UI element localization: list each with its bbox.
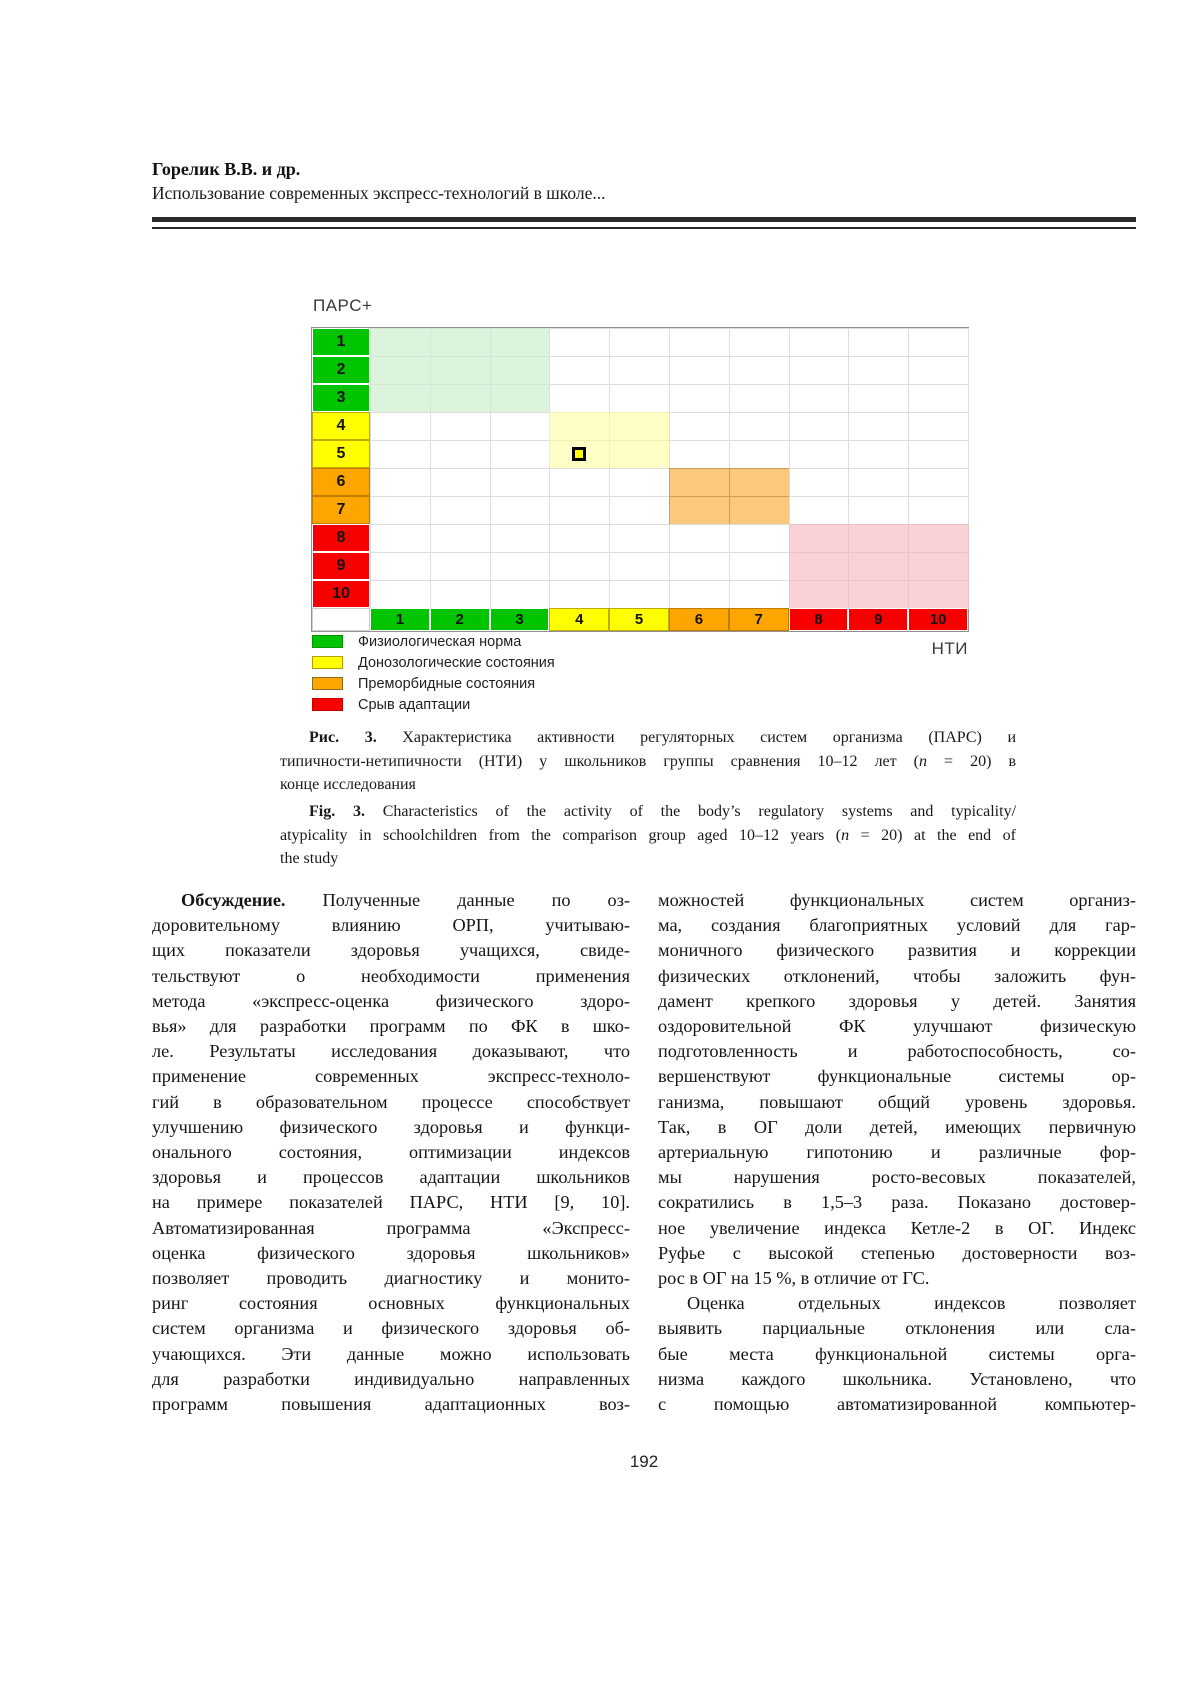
grid-cell [549, 524, 610, 553]
body-line [658, 1316, 1136, 1341]
grid-cell [609, 356, 670, 385]
body-line [658, 1291, 1136, 1316]
grid-cell [430, 328, 491, 357]
body-line [152, 938, 630, 963]
text-run: ное увеличение индекса Кетле-2 в ОГ. Индекс [658, 1217, 1136, 1238]
body-line [658, 1342, 1136, 1367]
text-run: = 20) в [927, 752, 1016, 770]
legend-swatch [312, 677, 343, 690]
axis-tick-cell: 8 [789, 608, 849, 631]
grid-cell [848, 580, 909, 609]
legend-swatch [312, 635, 343, 648]
text-run: артериальную гипотонию и различные фор- [658, 1142, 1136, 1163]
bold-run: Fig. 3. [309, 803, 365, 820]
grid-cell [789, 580, 850, 609]
text-run: здоровья и процессов адаптации школьников [152, 1167, 630, 1188]
y-axis-label: ПАРС+ [313, 296, 373, 315]
text-run: оздоровительной ФК улучшают физическую [658, 1016, 1136, 1037]
grid-cell [848, 440, 909, 469]
grid-cell [789, 524, 850, 553]
axis-tick-cell: 10 [908, 608, 968, 631]
body-line [152, 1165, 630, 1190]
grid-cell [789, 468, 850, 497]
text-run: ма, создания благоприятных условий для гар- [658, 915, 1136, 936]
row-header-cell: 4 [312, 412, 370, 440]
caption-line-ru [280, 773, 1016, 797]
text-run: позволяет проводить диагностику и монито- [152, 1268, 630, 1289]
text-run: дамент крепкого здоровья у детей. Занятия [658, 990, 1136, 1011]
grid-cell [729, 412, 790, 441]
body-line [152, 1291, 630, 1316]
grid-cell [430, 496, 491, 525]
text-run: рос в ОГ на 15 %, в отличие от ГС. [658, 1268, 930, 1289]
axis-tick-cell: 5 [609, 608, 669, 631]
grid-cell [848, 356, 909, 385]
text-run: на примере показателей ПАРС, НТИ [9, 10]. [152, 1192, 630, 1213]
text-run: можностей функциональных систем организ- [658, 890, 1136, 910]
grid-cell [729, 580, 790, 609]
grid-cell [430, 580, 491, 609]
grid-cell [729, 328, 790, 357]
body-line [658, 938, 1136, 963]
grid-cell [609, 552, 670, 581]
text-run: бые места функциональной системы орга- [658, 1343, 1136, 1364]
figure-legend [312, 635, 555, 719]
running-header-authors: Горелик В.В. и др. [152, 159, 301, 179]
text-run: учающихся. Эти данные можно использовать [152, 1343, 630, 1364]
body-line [658, 1392, 1136, 1417]
grid-cell [729, 524, 790, 553]
text-run: с помощью автоматизированной компьютер- [658, 1394, 1136, 1415]
text-run: Оценка отдельных индексов позволяет [687, 1293, 1136, 1314]
text-run: Автоматизированная программа «Экспресс- [152, 1217, 630, 1238]
legend-item [312, 677, 555, 690]
body-line [152, 1216, 630, 1241]
text-run: применение современных экспресс-техноло- [152, 1066, 630, 1087]
grid-cell [729, 440, 790, 469]
body-line [152, 1140, 630, 1165]
grid-cell [908, 524, 969, 553]
grid-cell [370, 328, 431, 357]
text-run: ганизма, повышают общий уровень здоровья. [658, 1091, 1136, 1112]
text-run: типичности-нетипичности (НТИ) у школьников группы сравнения 10–12 лет ( [280, 752, 919, 770]
body-line [152, 1190, 630, 1215]
grid-cell [789, 328, 850, 357]
grid-cell [430, 552, 491, 581]
grid-cell [669, 496, 730, 525]
body-line [152, 888, 630, 913]
grid-cell [669, 580, 730, 609]
grid-cell [669, 412, 730, 441]
data-point-marker [572, 447, 586, 461]
text-run: atypicality in schoolchildren from the comparison group aged 10–12 years ( [280, 826, 842, 844]
grid-cell [908, 384, 969, 413]
grid-cell [848, 412, 909, 441]
text-run: Characteristics of the activity of the body’s regulatory systems and typicality/ [364, 803, 1017, 820]
body-line [658, 1241, 1136, 1266]
text-run: the study [280, 850, 339, 867]
body-line [658, 1090, 1136, 1115]
caption-line-en [280, 800, 1016, 824]
axis-tick-cell: 6 [669, 608, 729, 631]
grid-cell [729, 356, 790, 385]
legend-label: Физиологическая норма [358, 633, 522, 650]
legend-item [312, 656, 555, 669]
body-line [152, 1392, 630, 1417]
grid-cell [848, 468, 909, 497]
row-header-cell: 3 [312, 384, 370, 412]
text-run: онального состояния, оптимизации индексов [152, 1142, 630, 1163]
text-run: ринг состояния основных функциональных [152, 1293, 630, 1314]
x-axis-label: НТИ [931, 639, 968, 658]
axis-tick-cell: 2 [430, 608, 490, 631]
caption-english [280, 800, 1016, 871]
legend-item [312, 698, 555, 711]
text-run: доровительному влиянию ОРП, учитываю- [152, 915, 630, 936]
grid-cell [908, 328, 969, 357]
grid-cell [370, 524, 431, 553]
grid-cell [669, 356, 730, 385]
grid-cell [430, 384, 491, 413]
grid-cell [669, 524, 730, 553]
grid-cell [908, 496, 969, 525]
caption-russian [280, 726, 1016, 797]
text-run: выявить парциальные отклонения или сла- [658, 1318, 1136, 1339]
text-run: Характеристика активности регуляторных систем организма (ПАРС) и [376, 729, 1017, 746]
body-line [658, 1266, 1136, 1291]
body-line [152, 1241, 630, 1266]
grid-cell [848, 384, 909, 413]
grid-cell [669, 440, 730, 469]
grid-cell [549, 328, 610, 357]
grid-cell [609, 496, 670, 525]
grid-cell [549, 468, 610, 497]
grid-cell [490, 552, 551, 581]
text-run: моничного физического развития и коррекции [658, 940, 1136, 961]
axis-tick-cell: 9 [848, 608, 908, 631]
row-header-cell: 1 [312, 328, 370, 356]
body-line [152, 964, 630, 989]
grid-cell [370, 356, 431, 385]
row-header-cell: 6 [312, 468, 370, 496]
row-header-cell: 7 [312, 496, 370, 524]
grid-cell [490, 580, 551, 609]
heatmap-grid [312, 328, 968, 631]
grid-cell [669, 552, 730, 581]
row-header-cell: 5 [312, 440, 370, 468]
grid-cell [370, 440, 431, 469]
grid-cell [848, 328, 909, 357]
grid-cell [549, 496, 610, 525]
grid-cell [549, 580, 610, 609]
grid-cell [789, 412, 850, 441]
grid-cell [789, 496, 850, 525]
grid-cell [729, 384, 790, 413]
grid-cell [789, 384, 850, 413]
text-run: ле. Результаты исследования доказывают, что [152, 1041, 630, 1062]
body-line [152, 1342, 630, 1367]
grid-cell [609, 328, 670, 357]
grid-cell [609, 524, 670, 553]
grid-cell [609, 468, 670, 497]
bold-run: Обсуждение. [181, 890, 286, 910]
grid-cell [669, 328, 730, 357]
text-run: низма каждого школьника. Установлено, что [658, 1368, 1136, 1389]
grid-cell [908, 356, 969, 385]
body-line [152, 1039, 630, 1064]
row-header-cell: 8 [312, 524, 370, 552]
italic-run: n [841, 826, 850, 844]
grid-cell [490, 384, 551, 413]
grid-cell [549, 412, 610, 441]
grid-cell [430, 468, 491, 497]
grid-cell [729, 552, 790, 581]
axis-corner-cell [312, 608, 370, 631]
grid-cell [609, 412, 670, 441]
grid-cell [490, 468, 551, 497]
row-header-cell: 10 [312, 580, 370, 608]
body-line [152, 1266, 630, 1291]
legend-label: Преморбидные состояния [358, 675, 536, 692]
text-run: конце исследования [280, 776, 416, 793]
grid-cell [848, 496, 909, 525]
legend-swatch [312, 698, 343, 711]
text-run: тельствуют о необходимости применения [152, 965, 630, 986]
caption-line-ru [280, 750, 1016, 774]
grid-cell [549, 356, 610, 385]
grid-cell [729, 468, 790, 497]
text-run: улучшению физического здоровья и функци- [152, 1116, 630, 1137]
grid-cell [370, 580, 431, 609]
text-run: вершенствуют функциональные системы ор- [658, 1066, 1136, 1087]
grid-cell [490, 356, 551, 385]
grid-cell [609, 440, 670, 469]
grid-cell [609, 384, 670, 413]
bold-run: Рис. 3. [309, 729, 377, 746]
body-column-right [658, 888, 1136, 1417]
grid-cell [908, 412, 969, 441]
grid-cell [370, 496, 431, 525]
text-run: Руфье с высокой степенью достоверности воз- [658, 1242, 1136, 1263]
grid-cell [669, 384, 730, 413]
grid-cell [370, 468, 431, 497]
caption-line-en [280, 847, 1016, 871]
grid-cell [908, 552, 969, 581]
body-column-left [152, 888, 630, 1417]
body-line [658, 913, 1136, 938]
caption-line-en [280, 824, 1016, 848]
grid-cell [430, 524, 491, 553]
body-line [658, 964, 1136, 989]
text-run: мы нарушения росто-весовых показателей, [658, 1167, 1136, 1188]
grid-cell [370, 384, 431, 413]
body-line [658, 1216, 1136, 1241]
axis-tick-cell: 4 [549, 608, 609, 631]
row-header-cell: 9 [312, 552, 370, 580]
text-run: Полученные данные по оз- [285, 890, 630, 910]
body-line [152, 1115, 630, 1140]
body-line [658, 1165, 1136, 1190]
axis-tick-cell: 1 [370, 608, 430, 631]
body-line [152, 1090, 630, 1115]
body-line [152, 1014, 630, 1039]
body-line [152, 1064, 630, 1089]
caption-line-ru [280, 726, 1016, 750]
grid-cell [729, 496, 790, 525]
grid-cell [908, 440, 969, 469]
text-run: для разработки индивидуально направленных [152, 1368, 630, 1389]
text-run: метода «экспресс-оценка физического здоро- [152, 990, 630, 1011]
text-run: оценка физического здоровья школьников» [152, 1242, 630, 1263]
axis-tick-cell: 7 [729, 608, 789, 631]
running-header-title: Использование современных экспресс-технологий в школе... [152, 183, 606, 203]
text-run: вья» для разработки программ по ФК в шко- [152, 1016, 630, 1037]
text-run: систем организма и физического здоровья об- [152, 1318, 630, 1339]
body-line [658, 888, 1136, 913]
grid-cell [789, 356, 850, 385]
italic-run: n [919, 752, 927, 770]
body-line [658, 1115, 1136, 1140]
grid-cell [370, 552, 431, 581]
grid-cell [789, 552, 850, 581]
grid-cell [490, 524, 551, 553]
body-line [152, 913, 630, 938]
text-run: сократились в 1,5–3 раза. Показано достовер- [658, 1192, 1136, 1213]
text-run: подготовленность и работоспособность, со- [658, 1041, 1136, 1062]
grid-cell [430, 356, 491, 385]
text-run: щих показатели здоровья учащихся, свиде- [152, 940, 630, 961]
grid-cell [609, 580, 670, 609]
grid-cell [549, 552, 610, 581]
legend-item [312, 635, 555, 648]
grid-cell [430, 412, 491, 441]
legend-label: Срыв адаптации [358, 696, 471, 713]
page-number: 192 [629, 1452, 659, 1471]
body-line [658, 989, 1136, 1014]
grid-cell [848, 552, 909, 581]
body-line [152, 989, 630, 1014]
axis-tick-cell: 3 [490, 608, 550, 631]
grid-cell [490, 440, 551, 469]
text-run: физических отклонений, чтобы заложить фун- [658, 965, 1136, 986]
grid-cell [908, 468, 969, 497]
grid-cell [370, 412, 431, 441]
text-run: = 20) at the end of [849, 826, 1016, 844]
grid-cell [669, 468, 730, 497]
grid-cell [789, 440, 850, 469]
legend-swatch [312, 656, 343, 669]
grid-cell [549, 384, 610, 413]
legend-label: Донозологические состояния [358, 654, 555, 671]
body-line [658, 1064, 1136, 1089]
body-line [658, 1140, 1136, 1165]
body-line [658, 1039, 1136, 1064]
body-line [658, 1014, 1136, 1039]
body-line [658, 1190, 1136, 1215]
grid-cell [848, 524, 909, 553]
text-run: программ повышения адаптационных воз- [152, 1394, 630, 1415]
text-run: гий в образовательном процессе способствует [152, 1091, 630, 1112]
grid-cell [490, 496, 551, 525]
grid-cell [430, 440, 491, 469]
body-line [152, 1316, 630, 1341]
row-header-cell: 2 [312, 356, 370, 384]
body-line [658, 1367, 1136, 1392]
body-line [152, 1367, 630, 1392]
grid-cell [908, 580, 969, 609]
grid-cell [490, 412, 551, 441]
grid-cell [490, 328, 551, 357]
figure-3 [0, 0, 1200, 830]
text-run: Так, в ОГ доли детей, имеющих первичную [658, 1116, 1136, 1137]
